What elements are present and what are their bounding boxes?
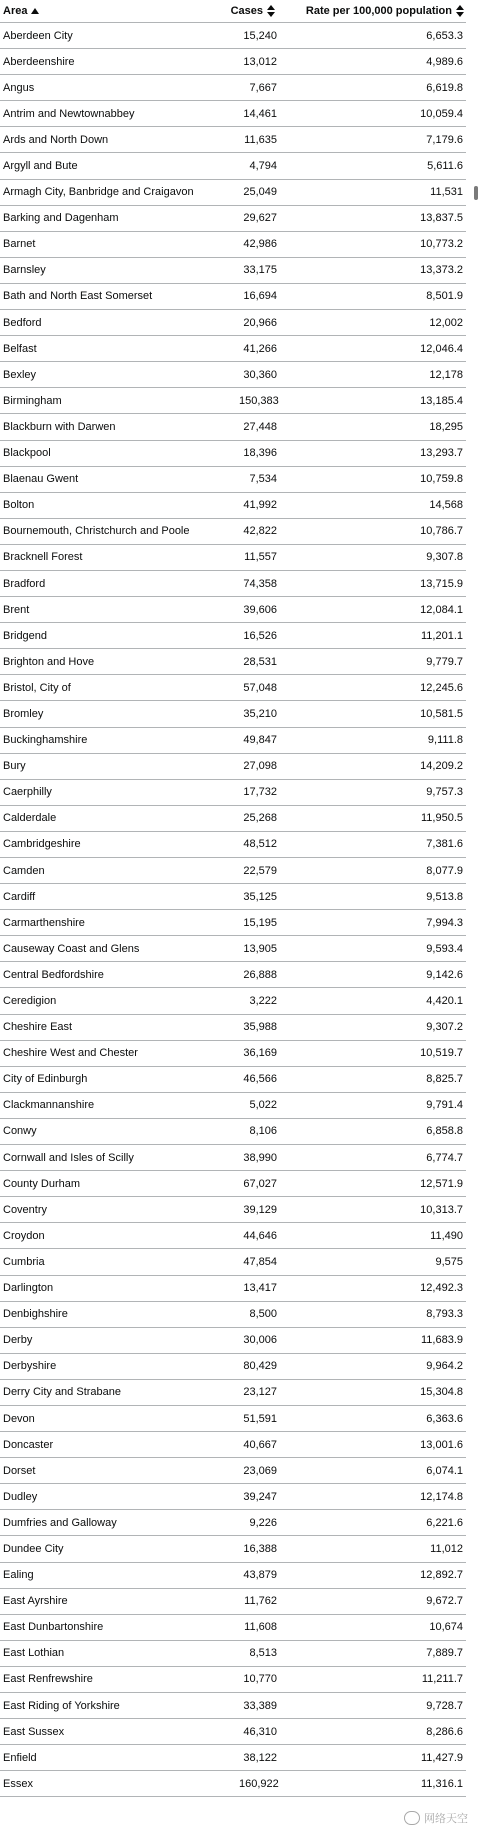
cases-cell: 16,388 <box>243 1542 277 1555</box>
cases-cell: 29,627 <box>243 212 277 225</box>
table-row <box>0 1380 466 1406</box>
table-row <box>0 1693 466 1719</box>
rate-cell: 9,757.3 <box>426 786 463 799</box>
rate-cell: 9,964.2 <box>426 1360 463 1373</box>
table-row <box>0 1589 466 1615</box>
rate-cell: 9,111.8 <box>427 734 463 747</box>
rate-cell: 6,221.6 <box>426 1516 463 1529</box>
rate-cell: 10,313.7 <box>420 1203 463 1216</box>
table-row <box>0 858 466 884</box>
rate-cell: 9,728.7 <box>426 1699 463 1712</box>
sort-icon[interactable] <box>456 5 464 17</box>
area-cell: Ards and North Down <box>3 133 109 146</box>
cases-cell: 41,266 <box>243 342 277 355</box>
rate-cell: 11,683.9 <box>420 1334 463 1347</box>
area-cell: Devon <box>3 1412 35 1425</box>
scroll-thumb[interactable] <box>474 186 478 200</box>
cases-cell: 8,513 <box>249 1647 277 1660</box>
area-cell: Antrim and Newtownabbey <box>3 107 135 120</box>
table-row <box>0 1302 466 1328</box>
table-row <box>0 754 466 780</box>
table-row <box>0 962 466 988</box>
table-row <box>0 1145 466 1171</box>
sort-icon[interactable] <box>267 5 275 17</box>
table-row <box>0 806 466 832</box>
table-row <box>0 1510 466 1536</box>
cases-cell: 16,694 <box>243 290 277 303</box>
area-cell: Bury <box>3 760 26 773</box>
table-row <box>0 1197 466 1223</box>
rate-cell: 6,363.6 <box>426 1412 463 1425</box>
table-row <box>0 467 466 493</box>
cases-cell: 67,027 <box>243 1177 277 1190</box>
area-cell: Conwy <box>3 1125 37 1138</box>
table-row <box>0 1563 466 1589</box>
watermark-text: 网络天空 <box>424 1813 468 1825</box>
cases-cell: 39,129 <box>243 1203 277 1216</box>
rate-cell: 12,245.6 <box>420 681 463 694</box>
rate-cell: 12,178 <box>429 368 463 381</box>
cases-cell: 8,500 <box>249 1308 277 1321</box>
cases-cell: 7,534 <box>249 473 277 486</box>
table-row <box>0 936 466 962</box>
table-row <box>0 388 466 414</box>
area-cell: Bolton <box>3 499 35 512</box>
area-column-header[interactable] <box>0 5 203 17</box>
table-row <box>0 1223 466 1249</box>
rate-cell: 9,779.7 <box>426 655 463 668</box>
area-cell: Cumbria <box>3 1255 45 1268</box>
cases-cell: 11,608 <box>244 1621 277 1634</box>
rate-cell: 11,531 <box>430 186 463 199</box>
table-row <box>0 1615 466 1641</box>
rate-cell: 12,174.8 <box>420 1490 463 1503</box>
table-row <box>0 49 466 75</box>
table-row <box>0 728 466 754</box>
area-cell: Bracknell Forest <box>3 551 83 564</box>
area-cell: Cambridgeshire <box>3 838 81 851</box>
table-row <box>0 493 466 519</box>
rate-cell: 9,593.4 <box>426 942 463 955</box>
table-row <box>0 1641 466 1667</box>
table-row <box>0 258 466 284</box>
area-cell: Barnsley <box>3 264 46 277</box>
table-row <box>0 1719 466 1745</box>
cases-cell: 47,854 <box>243 1255 277 1268</box>
cases-cell: 51,591 <box>243 1412 277 1425</box>
cases-cell: 42,986 <box>243 238 277 251</box>
cases-cell: 27,098 <box>243 760 277 773</box>
table-row <box>0 180 466 206</box>
table-row <box>0 75 466 101</box>
table-row <box>0 1328 466 1354</box>
table-row <box>0 519 466 545</box>
cases-cell: 57,048 <box>243 681 277 694</box>
rate-cell: 4,420.1 <box>426 995 463 1008</box>
table-row <box>0 153 466 179</box>
area-cell: Derry City and Strabane <box>3 1386 121 1399</box>
area-cell: Cardiff <box>3 890 36 903</box>
cases-cell: 15,240 <box>243 29 277 42</box>
area-cell: Dudley <box>3 1490 38 1503</box>
cases-cell: 16,526 <box>243 629 277 642</box>
table-row <box>0 832 466 858</box>
cases-cell: 39,247 <box>243 1490 277 1503</box>
cases-cell: 80,429 <box>243 1360 277 1373</box>
table-row <box>0 910 466 936</box>
area-cell: Denbighshire <box>3 1308 68 1321</box>
area-cell: Argyll and Bute <box>3 160 78 173</box>
area-cell: Ealing <box>3 1569 34 1582</box>
cases-cell: 33,175 <box>243 264 277 277</box>
table-row <box>0 1015 466 1041</box>
table-row <box>0 362 466 388</box>
cases-cell: 25,049 <box>243 186 277 199</box>
cases-cell: 11,557 <box>244 551 277 564</box>
area-cell: Carmarthenshire <box>3 916 85 929</box>
area-cell: East Dunbartonshire <box>3 1621 104 1634</box>
area-cell: Calderdale <box>3 812 57 825</box>
area-cell: East Ayrshire <box>3 1595 68 1608</box>
rate-cell: 9,575 <box>435 1255 463 1268</box>
cases-cell: 25,268 <box>243 812 277 825</box>
table-row <box>0 1771 466 1797</box>
area-cell: Essex <box>3 1777 33 1790</box>
rate-cell: 15,304.8 <box>420 1386 463 1399</box>
cases-cell: 27,448 <box>243 420 277 433</box>
rate-cell: 6,858.8 <box>426 1125 463 1138</box>
cases-cell: 14,461 <box>243 107 277 120</box>
table-row <box>0 545 466 571</box>
rate-cell: 4,989.6 <box>426 55 463 68</box>
area-cell: Angus <box>3 81 35 94</box>
cases-cell: 42,822 <box>243 525 277 538</box>
area-cell: Derbyshire <box>3 1360 57 1373</box>
rate-cell: 8,793.3 <box>426 1308 463 1321</box>
cases-cell: 49,847 <box>243 734 277 747</box>
cases-cell: 40,667 <box>243 1438 277 1451</box>
table-row <box>0 675 466 701</box>
table-row <box>0 1171 466 1197</box>
cases-cell: 35,988 <box>243 1021 277 1034</box>
rate-cell: 10,059.4 <box>420 107 463 120</box>
rate-cell: 10,786.7 <box>420 525 463 538</box>
rate-cell: 18,295 <box>429 420 463 433</box>
table-row <box>0 284 466 310</box>
table-row <box>0 1536 466 1562</box>
scrollbar[interactable] <box>472 186 478 1786</box>
cases-cell: 23,127 <box>243 1386 277 1399</box>
rate-cell: 11,950.5 <box>420 812 463 825</box>
cases-cell: 30,360 <box>243 368 277 381</box>
rate-cell: 12,892.7 <box>420 1569 463 1582</box>
area-cell: Bromley <box>3 707 44 720</box>
area-cell: Croydon <box>3 1229 45 1242</box>
cases-cell: 13,905 <box>243 942 277 955</box>
cases-cell: 7,667 <box>249 81 277 94</box>
cases-cell: 48,512 <box>243 838 277 851</box>
area-cell: Dorset <box>3 1464 36 1477</box>
rate-header-label: Rate per 100,000 population <box>305 5 452 17</box>
area-cell: Bedford <box>3 316 42 329</box>
table-row <box>0 414 466 440</box>
rate-cell: 13,293.7 <box>420 447 463 460</box>
area-cell: Causeway Coast and Glens <box>3 942 140 955</box>
rate-cell: 6,619.8 <box>426 81 463 94</box>
area-cell: East Renfrewshire <box>3 1673 93 1686</box>
area-cell: Doncaster <box>3 1438 54 1451</box>
area-cell: Dundee City <box>3 1542 64 1555</box>
table-row <box>0 441 466 467</box>
area-cell: Bristol, City of <box>3 681 71 694</box>
area-cell: Blackpool <box>3 447 51 460</box>
cases-cell: 35,210 <box>243 707 277 720</box>
table-row <box>0 127 466 153</box>
area-cell: Brighton and Hove <box>3 655 95 668</box>
cases-cell: 4,794 <box>249 160 277 173</box>
table-row <box>0 1249 466 1275</box>
watermark <box>404 1810 468 1826</box>
cases-header-label: Cases <box>230 5 263 17</box>
rate-cell: 8,286.6 <box>426 1725 463 1738</box>
rate-cell: 10,519.7 <box>420 1047 463 1060</box>
cases-cell: 13,012 <box>243 55 277 68</box>
cases-cell: 30,006 <box>243 1334 277 1347</box>
cases-cell: 26,888 <box>243 968 277 981</box>
rate-cell: 9,307.8 <box>426 551 463 564</box>
cases-cell: 18,396 <box>243 447 277 460</box>
cases-cell: 43,879 <box>243 1569 277 1582</box>
rate-cell: 9,672.7 <box>426 1595 463 1608</box>
cases-cell: 22,579 <box>243 864 277 877</box>
chat-icon <box>404 1811 420 1825</box>
table-row <box>0 1406 466 1432</box>
rate-cell: 9,307.2 <box>426 1021 463 1034</box>
area-cell: East Sussex <box>3 1725 65 1738</box>
rate-cell: 13,185.4 <box>420 394 463 407</box>
table-row <box>0 571 466 597</box>
cases-cell: 41,992 <box>243 499 277 512</box>
table-row <box>0 101 466 127</box>
area-cell: Belfast <box>3 342 37 355</box>
cases-cell: 3,222 <box>249 995 277 1008</box>
table-row <box>0 780 466 806</box>
table-row <box>0 1119 466 1145</box>
area-header-label: Area <box>3 5 28 17</box>
rate-cell: 8,501.9 <box>426 290 463 303</box>
cases-cell: 150,383 <box>239 394 279 407</box>
area-cell: Bradford <box>3 577 46 590</box>
cases-cell: 35,125 <box>243 890 277 903</box>
area-cell: Blackburn with Darwen <box>3 420 116 433</box>
rate-cell: 14,568 <box>429 499 463 512</box>
rate-cell: 12,084.1 <box>420 603 463 616</box>
rate-cell: 6,653.3 <box>426 29 463 42</box>
area-cell: Central Bedfordshire <box>3 968 104 981</box>
rate-cell: 13,001.6 <box>420 1438 463 1451</box>
rate-cell: 11,427.9 <box>420 1751 463 1764</box>
sort-ascending-icon[interactable] <box>31 8 39 14</box>
cases-cell: 20,966 <box>243 316 277 329</box>
cases-cell: 23,069 <box>243 1464 277 1477</box>
area-cell: Camden <box>3 864 45 877</box>
area-cell: Blaenau Gwent <box>3 473 79 486</box>
rate-cell: 10,759.8 <box>420 473 463 486</box>
rate-cell: 9,513.8 <box>426 890 463 903</box>
area-cell: Aberdeen City <box>3 29 73 42</box>
table-row <box>0 1354 466 1380</box>
table-row <box>0 1276 466 1302</box>
rate-cell: 8,077.9 <box>426 864 463 877</box>
table-row <box>0 1745 466 1771</box>
area-cell: Enfield <box>3 1751 37 1764</box>
cases-cell: 5,022 <box>249 1099 277 1112</box>
area-cell: Bournemouth, Christchurch and Poole <box>3 525 190 538</box>
area-cell: Caerphilly <box>3 786 52 799</box>
cases-cell: 11,762 <box>244 1595 277 1608</box>
cases-cell: 11,635 <box>244 133 277 146</box>
cases-cell: 33,389 <box>243 1699 277 1712</box>
table-row <box>0 1458 466 1484</box>
rate-cell: 13,837.5 <box>420 212 463 225</box>
area-cell: Darlington <box>3 1282 54 1295</box>
cases-cell: 9,226 <box>249 1516 277 1529</box>
area-cell: County Durham <box>3 1177 81 1190</box>
table-row <box>0 649 466 675</box>
rate-cell: 10,773.2 <box>420 238 463 251</box>
cases-cell: 17,732 <box>243 786 277 799</box>
area-cell: Aberdeenshire <box>3 55 75 68</box>
cases-cell: 28,531 <box>243 655 277 668</box>
cases-cell: 46,566 <box>243 1073 277 1086</box>
rate-cell: 11,316.1 <box>420 1777 463 1790</box>
rate-cell: 7,381.6 <box>426 838 463 851</box>
area-cell: Bexley <box>3 368 37 381</box>
area-cell: Coventry <box>3 1203 48 1216</box>
table-row <box>0 701 466 727</box>
cases-cell: 39,606 <box>243 603 277 616</box>
area-cell: Barking and Dagenham <box>3 212 119 225</box>
rate-cell: 6,774.7 <box>426 1151 463 1164</box>
cases-cell: 38,122 <box>243 1751 277 1764</box>
area-cell: Cornwall and Isles of Scilly <box>3 1151 134 1164</box>
cases-cell: 10,770 <box>243 1673 277 1686</box>
rate-cell: 7,889.7 <box>426 1647 463 1660</box>
rate-cell: 7,179.6 <box>426 133 463 146</box>
table-row <box>0 336 466 362</box>
table-row <box>0 1093 466 1119</box>
table-row <box>0 623 466 649</box>
rate-cell: 11,012 <box>430 1542 463 1555</box>
table-row <box>0 1041 466 1067</box>
table-row <box>0 1067 466 1093</box>
area-cell: City of Edinburgh <box>3 1073 88 1086</box>
area-cell: Armagh City, Banbridge and Craigavon <box>3 186 194 199</box>
rate-cell: 9,142.6 <box>426 968 463 981</box>
cases-cell: 15,195 <box>243 916 277 929</box>
rate-cell: 13,373.2 <box>420 264 463 277</box>
area-cell: Derby <box>3 1334 33 1347</box>
area-cell: Barnet <box>3 238 36 251</box>
area-cell: Brent <box>3 603 30 616</box>
area-cell: Clackmannanshire <box>3 1099 95 1112</box>
cases-cell: 74,358 <box>243 577 277 590</box>
area-cell: Bath and North East Somerset <box>3 290 153 303</box>
rate-cell: 11,211.7 <box>421 1673 463 1686</box>
area-cell: Dumfries and Galloway <box>3 1516 117 1529</box>
rate-cell: 12,002 <box>429 316 463 329</box>
table-row <box>0 23 466 49</box>
cases-cell: 44,646 <box>243 1229 277 1242</box>
rate-cell: 10,581.5 <box>420 707 463 720</box>
cases-column-header[interactable] <box>203 5 275 17</box>
rate-cell: 9,791.4 <box>426 1099 463 1112</box>
cases-cell: 38,990 <box>243 1151 277 1164</box>
table-body <box>0 23 466 1797</box>
area-cell: Bridgend <box>3 629 48 642</box>
table-row <box>0 1432 466 1458</box>
table-row <box>0 310 466 336</box>
table-row <box>0 884 466 910</box>
area-cell: Birmingham <box>3 394 62 407</box>
table-header <box>0 0 466 23</box>
rate-cell: 13,715.9 <box>420 577 463 590</box>
area-cell: Buckinghamshire <box>3 734 88 747</box>
area-cell: Cheshire West and Chester <box>3 1047 138 1060</box>
table-row <box>0 1667 466 1693</box>
rate-cell: 12,571.9 <box>420 1177 463 1190</box>
rate-cell: 14,209.2 <box>420 760 463 773</box>
area-cell: Ceredigion <box>3 995 57 1008</box>
table-row <box>0 206 466 232</box>
rate-cell: 5,611.6 <box>427 160 463 173</box>
rate-cell: 12,492.3 <box>420 1282 463 1295</box>
cases-cell: 8,106 <box>249 1125 277 1138</box>
table-row <box>0 597 466 623</box>
rate-column-header[interactable] <box>275 5 466 17</box>
area-cell: East Riding of Yorkshire <box>3 1699 120 1712</box>
table-row <box>0 232 466 258</box>
cases-cell: 13,417 <box>243 1282 277 1295</box>
area-cell: Cheshire East <box>3 1021 73 1034</box>
rate-cell: 11,490 <box>430 1229 463 1242</box>
table-row <box>0 988 466 1014</box>
rate-cell: 11,201.1 <box>420 629 463 642</box>
rate-cell: 7,994.3 <box>426 916 463 929</box>
rate-cell: 12,046.4 <box>420 342 463 355</box>
rate-cell: 10,674 <box>429 1621 463 1634</box>
cases-cell: 160,922 <box>239 1777 279 1790</box>
rate-cell: 6,074.1 <box>426 1464 463 1477</box>
cases-cell: 36,169 <box>243 1047 277 1060</box>
table-row <box>0 1484 466 1510</box>
rate-cell: 8,825.7 <box>426 1073 463 1086</box>
area-cell: East Lothian <box>3 1647 65 1660</box>
cases-cell: 46,310 <box>243 1725 277 1738</box>
